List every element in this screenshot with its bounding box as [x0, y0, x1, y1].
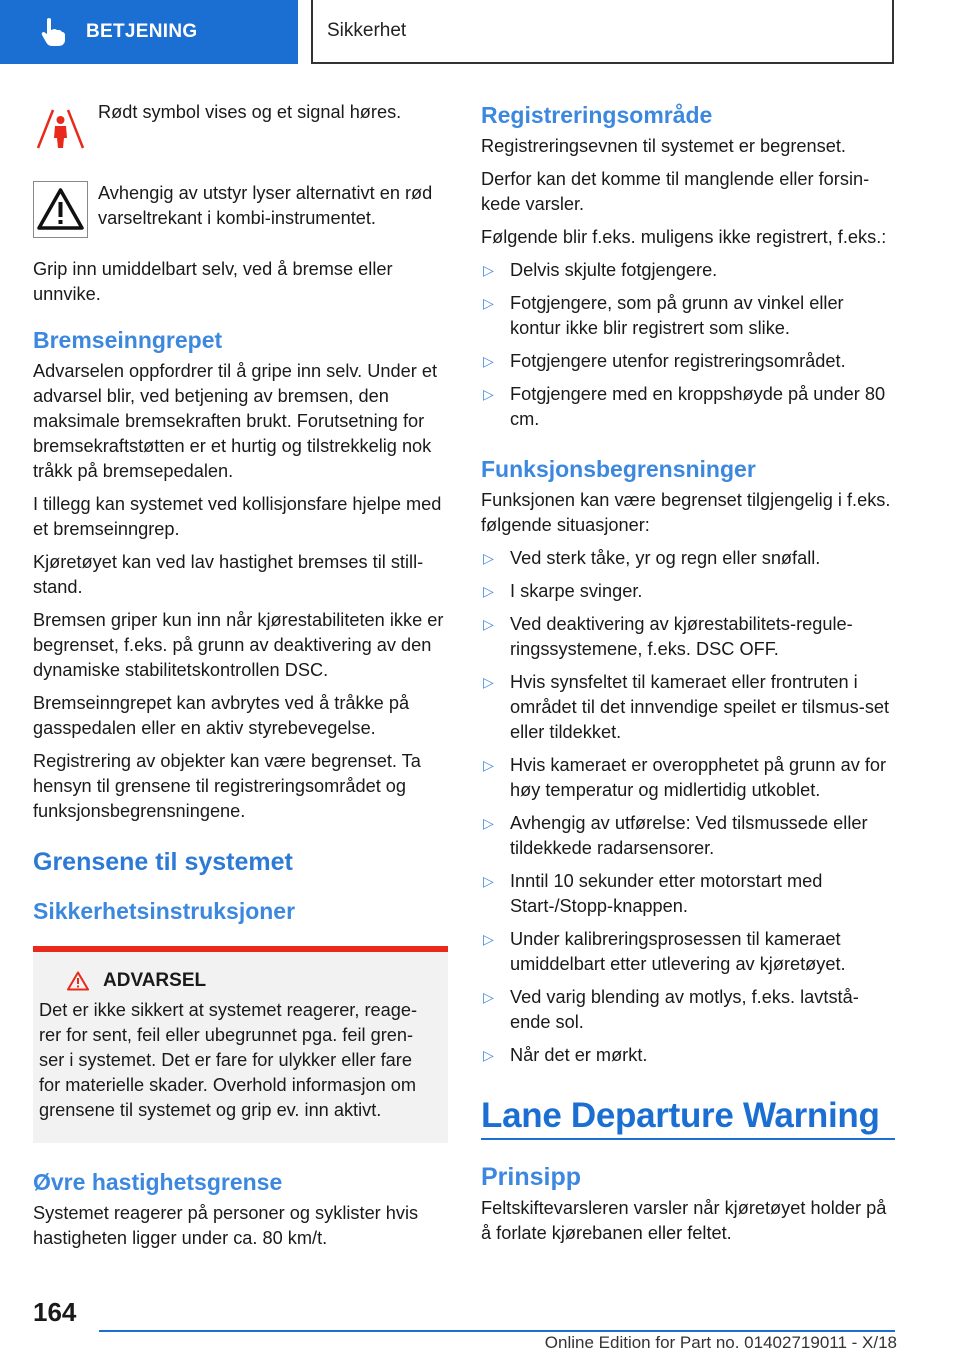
- list-item: ▷ Delvis skjulte fotgjengere.: [483, 260, 718, 280]
- heading-sikkerhetsinstruksjoner: Sikkerhetsinstruksjoner: [33, 898, 296, 924]
- heading-bremseinngrepet: Bremseinngrepet: [33, 327, 223, 353]
- list-item: ▷ Hvis kameraet er overopphetet på grunn av for høy temperatur og midlertidig utkoblet.: [483, 755, 887, 800]
- list-item: ▷ Når det er mørkt.: [483, 1045, 648, 1065]
- warning-sign-icon: [67, 971, 89, 991]
- warning-box: [33, 946, 448, 1143]
- paragraph: Følgende blir f.eks. muligens ikke registrert, f.eks.:: [481, 227, 887, 247]
- chapter-title-box: [311, 0, 894, 64]
- left-column: [33, 100, 448, 1259]
- heading-grensene: Grensene til systemet: [33, 848, 293, 876]
- paragraph: Advarselen oppfordrer til å gripe inn selv. Under et advarsel blir, ved betjening av bremsen, den maksimale bremsekraften brukt. Forutsetning for bremsekraftstøtten er et hurtig og tilstrekkelig nok tråkk på bremsepedalen.: [33, 361, 438, 481]
- pedestrian-warning-icon: [33, 100, 88, 156]
- hand-pointer-icon: [40, 17, 66, 47]
- paragraph: I tillegg kan systemet ved kollisjonsfare hjelpe med et bremseinngrep.: [33, 494, 442, 539]
- warning-title-row: [39, 970, 434, 992]
- list-item: ▷ Fotgjengere med en kroppshøyde på under 80 cm.: [483, 384, 886, 429]
- list-item: ▷ Ved sterk tåke, yr og regn eller snøfall.: [483, 548, 821, 568]
- paragraph: Kjøretøyet kan ved lav hastighet bremses til still-stand.: [33, 552, 424, 597]
- chapter-title: Sikkerhet: [327, 20, 407, 41]
- section-tab: [0, 0, 298, 64]
- right-column: [481, 100, 895, 1254]
- paragraph: Bremseinngrepet kan avbrytes ved å tråkke på gasspedalen eller en aktiv styrebevegelse.: [33, 693, 410, 738]
- footer-edition: Online Edition for Part no. 01402719011 - X/18: [544, 1333, 897, 1352]
- footer-rule: [99, 1330, 895, 1332]
- paragraph-grip: Grip inn umiddelbart selv, ved å bremse eller unnvike.: [33, 259, 393, 304]
- list-item: ▷ Fotgjengere utenfor registreringsområdet.: [483, 351, 846, 371]
- list-item: ▷ I skarpe svinger.: [483, 581, 643, 601]
- paragraph: Derfor kan det komme til manglende eller forsin-kede varsler.: [481, 169, 870, 214]
- warning-title: ADVARSEL: [103, 970, 207, 991]
- icon-text-red-symbol: Rødt symbol vises og et signal høres.: [98, 102, 402, 122]
- paragraph: Registreringsevnen til systemet er begrenset.: [481, 136, 846, 156]
- list-item: ▷ Ved varig blending av motlys, f.eks. lavtstå-ende sol.: [483, 987, 859, 1032]
- icon-row-red-symbol: [33, 100, 448, 161]
- list-item: ▷ Ved deaktivering av kjørestabilitets-regule-ringssystemene, f.eks. DSC OFF.: [483, 614, 853, 659]
- list-item: ▷ Avhengig av utførelse: Ved tilsmussede eller tildekkede radarsensorer.: [483, 813, 868, 858]
- paragraph: Bremsen griper kun inn når kjørestabiliteten ikke er begrenset, f.eks. på grunn av deaktivering av den dynamiske stabilitetskontrollen DSC.: [33, 610, 444, 680]
- paragraph-ovre: Systemet reagerer på personer og syklister hvis hastigheten ligger under ca. 80 km/t.: [33, 1203, 419, 1248]
- list-item: ▷ Hvis synsfeltet til kameraet eller frontruten i området til det innvendige speilet er tilsmus-set eller tildekket.: [483, 672, 890, 742]
- list-funksjon: [481, 546, 895, 1068]
- heading-funksjonsbegrensninger: Funksjonsbegrensninger: [481, 456, 756, 482]
- icon-text-warning-triangle: Avhengig av utstyr lyser alternativt en rød varseltrekant i kombi-instrumentet.: [98, 183, 433, 228]
- paragraph-prinsipp: Feltskiftevarsleren varsler når kjøretøyet holder på å forlate kjørebanen eller feltet.: [481, 1198, 887, 1243]
- list-registrering: [481, 258, 895, 432]
- heading-registreringsomrade: Registreringsområde: [481, 102, 713, 128]
- list-item: ▷ Inntil 10 sekunder etter motorstart med Start-/Stopp-knappen.: [483, 871, 823, 916]
- paragraph-funk: Funksjonen kan være begrenset tilgjengelig i f.eks. følgende situasjoner:: [481, 490, 891, 535]
- title-rule: [481, 1138, 895, 1140]
- paragraph: Registrering av objekter kan være begrenset. Ta hensyn til grensene til registreringsområdet og funksjonsbegrensningene.: [33, 751, 421, 821]
- list-item: ▷ Fotgjengere, som på grunn av vinkel eller kontur ikke blir registrert som slike.: [483, 293, 844, 338]
- page-number: 164: [33, 1297, 77, 1327]
- list-item: ▷ Under kalibreringsprosessen til kameraet umiddelbart etter utlevering av kjøretøyet.: [483, 929, 846, 974]
- warning-triangle-icon: [33, 181, 88, 238]
- icon-row-warning-triangle: [33, 181, 448, 243]
- heading-ovre-hastighetsgrense: Øvre hastighetsgrense: [33, 1169, 283, 1195]
- warning-text: Det er ikke sikkert at systemet reagerer, reage-rer for sent, feil eller ubegrunnet pga. feil gren-ser i systemet. Det er fare for ulykker eller fare for materielle skader. Overhold informasjon om grensene til systemet og grip ev. inn aktivt.: [39, 1000, 418, 1120]
- heading-prinsipp: Prinsipp: [481, 1163, 582, 1191]
- section-label: BETJENING: [86, 21, 198, 42]
- heading-lane-departure-warning: Lane Departure Warning: [481, 1096, 880, 1135]
